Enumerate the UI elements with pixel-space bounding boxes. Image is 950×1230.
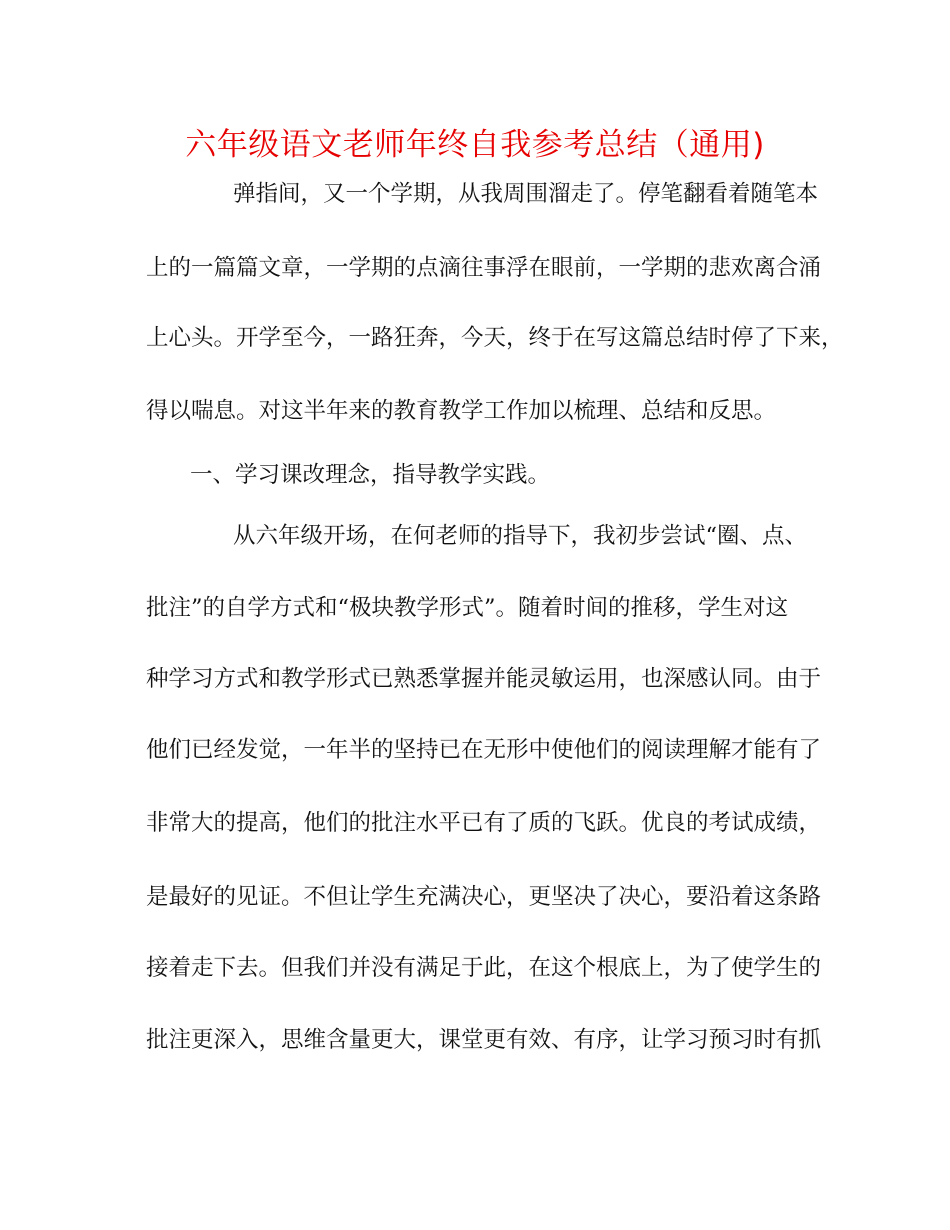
paragraph-line: 他们已经发觉，一年半的坚持已在无形中使他们的阅读理解才能有了 [146, 737, 822, 763]
paragraph-line: 批注”的自学方式和“极块教学形式”。随着时间的推移，学生对这 [146, 595, 789, 621]
document-title: 六年级语文老师年终自我参考总结（通用) [185, 127, 765, 163]
paragraph-line: 弹指间，又一个学期，从我周围溜走了。停笔翻看着随笔本 [233, 181, 819, 207]
paragraph-line: 从六年级开场，在何老师的指导下，我初步尝试“圈、点、 [233, 523, 808, 549]
paragraph-line: 接着走下去。但我们并没有满足于此，在这个根底上，为了使学生的 [146, 955, 822, 981]
section-heading: 一、学习课改理念，指导教学实践。 [190, 462, 551, 488]
paragraph-line: 批注更深入，思维含量更大，课堂更有效、有序，让学习预习时有抓 [146, 1027, 822, 1053]
paragraph-line: 得以喘息。对这半年来的教育教学工作加以梳理、总结和反思。 [146, 398, 777, 424]
paragraph-line: 是最好的见证。不但让学生充满决心，更坚决了决心，要沿着这条路 [146, 884, 822, 910]
paragraph-line: 上心头。开学至今，一路狂奔，今天，终于在写这篇总结时停了下来， [146, 325, 844, 351]
paragraph-line: 种学习方式和教学形式已熟悉掌握并能灵敏运用，也深感认同。由于 [146, 666, 822, 692]
paragraph-line: 非常大的提高，他们的批注水平已有了质的飞跃。优良的考试成绩， [146, 810, 822, 836]
paragraph-line: 上的一篇篇文章，一学期的点滴往事浮在眼前，一学期的悲欢离合涌 [146, 255, 822, 281]
